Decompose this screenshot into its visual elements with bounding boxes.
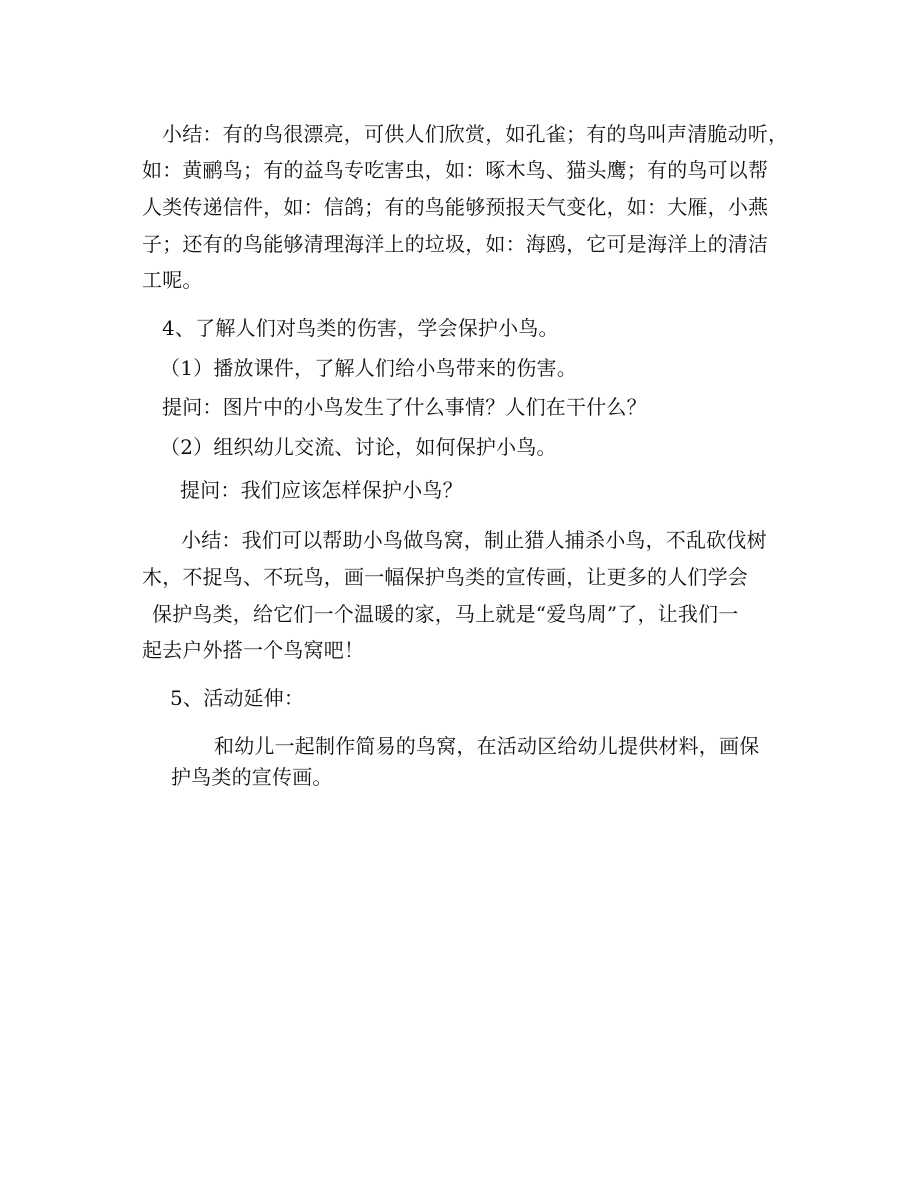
summary-protect-line-3: 保护鸟类，给它们一个温暖的家，马上就是“爱鸟周”了，让我们一 bbox=[152, 602, 739, 626]
section-4-heading: 4、了解人们对鸟类的伤害，学会保护小鸟。 bbox=[162, 316, 559, 340]
extension-line-1: 和幼儿一起制作简易的鸟窝，在活动区给幼儿提供材料，画保 bbox=[214, 734, 760, 758]
question-1-text: 提问：图片中的小鸟发生了什么事情？人们在干什么？ bbox=[162, 395, 647, 419]
summary-protect-line-4: 起去户外搭一个鸟窝吧！ bbox=[142, 638, 365, 662]
question-2-text: 提问：我们应该怎样保护小鸟？ bbox=[180, 478, 463, 502]
summary-protect-line-1: 小结：我们可以帮助小鸟做鸟窝，制止猎人捕杀小鸟，不乱砍伐树 bbox=[181, 528, 767, 552]
summary-protect-line-2: 木，不捉鸟、不玩鸟，画一幅保护鸟类的宣传画，让更多的人们学会 bbox=[142, 565, 748, 589]
extension-line-2: 护鸟类的宣传画。 bbox=[171, 765, 333, 789]
summary-birds-line-1: 小结：有的鸟很漂亮，可供人们欣赏，如孔雀；有的鸟叫声清脆动听， bbox=[162, 122, 789, 146]
step-1-text: （1）播放课件，了解人们给小鸟带来的伤害。 bbox=[160, 356, 577, 380]
section-5-heading: 5、活动延伸： bbox=[170, 686, 305, 710]
summary-birds-line-5: 工呢。 bbox=[142, 268, 203, 292]
summary-birds-line-4: 子；还有的鸟能够清理海洋上的垃圾，如：海鸥，它可是海洋上的清洁 bbox=[142, 232, 769, 256]
summary-birds-line-2: 如：黄鹂鸟；有的益鸟专吃害虫，如：啄木鸟、猫头鹰；有的鸟可以帮 bbox=[142, 158, 769, 182]
summary-birds-line-3: 人类传递信件，如：信鸽；有的鸟能够预报天气变化，如：大雁，小燕 bbox=[142, 195, 769, 219]
step-2-text: （2）组织幼儿交流、讨论，如何保护小鸟。 bbox=[160, 435, 557, 459]
